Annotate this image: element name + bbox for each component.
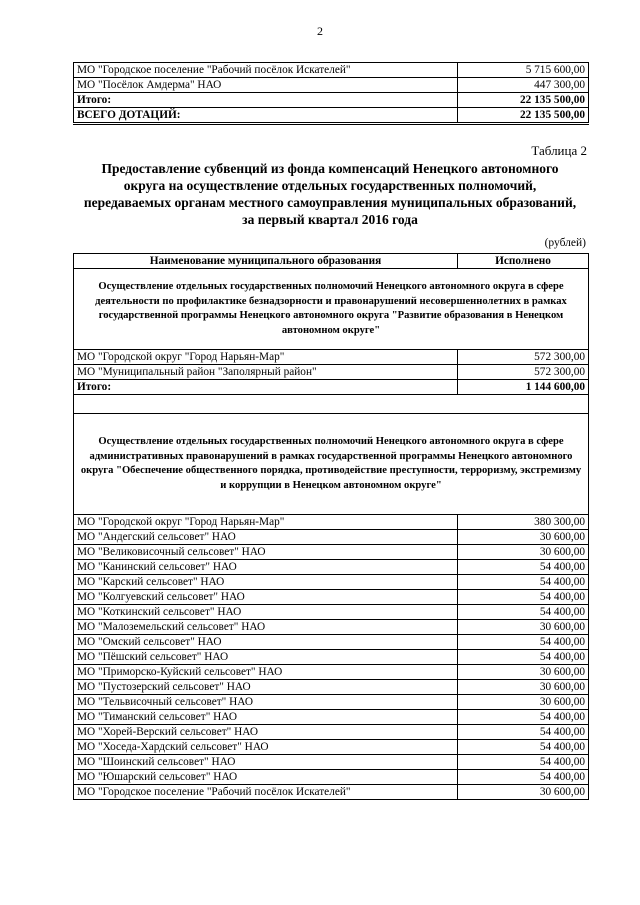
municipality-name: МО "Тиманский сельсовет" НАО xyxy=(74,710,458,725)
municipality-name: МО "Малоземельский сельсовет" НАО xyxy=(74,620,458,635)
amount-value: 54 400,00 xyxy=(458,560,589,575)
amount-value: 54 400,00 xyxy=(458,755,589,770)
table-row xyxy=(74,665,589,680)
table-row xyxy=(74,605,589,620)
municipality-name: Итого: xyxy=(74,93,458,108)
amount-value: 5 715 600,00 xyxy=(458,63,589,78)
amount-value: 54 400,00 xyxy=(458,725,589,740)
table-row xyxy=(74,530,589,545)
spacer-row xyxy=(74,395,589,414)
amount-value: 30 600,00 xyxy=(458,545,589,560)
municipality-name: МО "Приморско-Куйский сельсовет" НАО xyxy=(74,665,458,680)
table-row xyxy=(74,63,589,78)
municipality-name: МО "Юшарский сельсовет" НАО xyxy=(74,770,458,785)
total-row xyxy=(74,93,589,108)
municipality-name: МО "Канинский сельсовет" НАО xyxy=(74,560,458,575)
municipality-name: МО "Городской округ "Город Нарьян-Мар" xyxy=(74,515,458,530)
municipality-name: МО "Омский сельсовет" НАО xyxy=(74,635,458,650)
amount-value: 54 400,00 xyxy=(458,710,589,725)
table-row xyxy=(74,78,589,93)
total-value: 1 144 600,00 xyxy=(458,380,589,395)
table-row xyxy=(74,515,589,530)
municipality-name: МО "Пустозерский сельсовет" НАО xyxy=(74,680,458,695)
header-executed: Исполнено xyxy=(458,254,589,269)
amount-value: 30 600,00 xyxy=(458,785,589,800)
table-row xyxy=(74,725,589,740)
total-label: Итого: xyxy=(74,380,458,395)
table-row xyxy=(74,350,589,365)
amount-value: 30 600,00 xyxy=(458,620,589,635)
municipality-name: МО "Великовисочный сельсовет" НАО xyxy=(74,545,458,560)
units-label: (рублей) xyxy=(544,237,586,249)
municipality-name: МО "Колгуевский сельсовет" НАО xyxy=(74,590,458,605)
table-row xyxy=(74,770,589,785)
table-row xyxy=(74,635,589,650)
dotations-summary-body xyxy=(74,63,589,124)
table-row xyxy=(74,680,589,695)
header-municipality: Наименование муниципального образования xyxy=(74,254,458,269)
total-row xyxy=(74,380,589,395)
municipality-name: МО "Коткинский сельсовет" НАО xyxy=(74,605,458,620)
table-row xyxy=(74,620,589,635)
table-header-row xyxy=(74,254,589,269)
municipality-name: МО "Хорей-Верский сельсовет" НАО xyxy=(74,725,458,740)
table-number: Таблица 2 xyxy=(531,143,587,158)
subventions-table xyxy=(73,253,589,800)
table-row xyxy=(74,695,589,710)
amount-value: 22 135 500,00 xyxy=(458,93,589,108)
municipality-name: МО "Посёлок Амдерма" НАО xyxy=(74,78,458,93)
table-row xyxy=(74,650,589,665)
table-caption: Предоставление субвенций из фонда компенсаций Ненецкого автономного округа на осуществление отдельных государственных полномочий, передаваемых органам местного самоуправления муниципальных образований, за первый квартал 2016 года xyxy=(83,161,577,227)
amount-value: 30 600,00 xyxy=(458,680,589,695)
table-row xyxy=(74,365,589,380)
municipality-name: МО "Хоседа-Хардский сельсовет" НАО xyxy=(74,740,458,755)
municipality-name: МО "Тельвисочный сельсовет" НАО xyxy=(74,695,458,710)
amount-value: 30 600,00 xyxy=(458,665,589,680)
amount-value: 54 400,00 xyxy=(458,740,589,755)
table-row xyxy=(74,545,589,560)
municipality-name: МО "Пёшский сельсовет" НАО xyxy=(74,650,458,665)
section-title-row xyxy=(74,269,589,350)
table-row xyxy=(74,710,589,725)
subventions-body xyxy=(74,269,589,800)
amount-value: 54 400,00 xyxy=(458,635,589,650)
amount-value: 572 300,00 xyxy=(458,350,589,365)
table-row xyxy=(74,740,589,755)
amount-value: 54 400,00 xyxy=(458,575,589,590)
table-row xyxy=(74,755,589,770)
amount-value: 22 135 500,00 xyxy=(458,108,589,124)
total-row xyxy=(74,108,589,124)
municipality-name: МО "Городское поселение "Рабочий посёлок Искателей" xyxy=(74,63,458,78)
section-title: Осуществление отдельных государственных полномочий Ненецкого автономного округа в сфере деятельности по профилактике безнадзорности и правонарушений несовершеннолетних в рамках государственной программы Ненецкого автономного округа "Развитие образования в Ненецком автономном округе" xyxy=(74,269,589,350)
section-title: Осуществление отдельных государственных полномочий Ненецкого автономного округа в сфере административных правонарушений в рамках государственной программы Ненецкого автономного округа "Обеспечение общественного порядка, противодействие преступности, терроризму, экстремизму и коррупции в Ненецком автономном округе" xyxy=(74,414,589,515)
municipality-name: МО "Андегский сельсовет" НАО xyxy=(74,530,458,545)
table-row xyxy=(74,590,589,605)
amount-value: 447 300,00 xyxy=(458,78,589,93)
amount-value: 380 300,00 xyxy=(458,515,589,530)
municipality-name: МО "Шоинский сельсовет" НАО xyxy=(74,755,458,770)
amount-value: 30 600,00 xyxy=(458,695,589,710)
amount-value: 572 300,00 xyxy=(458,365,589,380)
amount-value: 54 400,00 xyxy=(458,590,589,605)
municipality-name: МО "Муниципальный район "Заполярный район" xyxy=(74,365,458,380)
dotations-summary-table xyxy=(73,62,589,125)
municipality-name: МО "Городской округ "Город Нарьян-Мар" xyxy=(74,350,458,365)
amount-value: 30 600,00 xyxy=(458,530,589,545)
table-row xyxy=(74,560,589,575)
table-row xyxy=(74,575,589,590)
amount-value: 54 400,00 xyxy=(458,605,589,620)
section-title-row xyxy=(74,414,589,515)
amount-value: 54 400,00 xyxy=(458,650,589,665)
table-row xyxy=(74,785,589,800)
page-number: 2 xyxy=(317,24,323,38)
municipality-name: МО "Городское поселение "Рабочий посёлок Искателей" xyxy=(74,785,458,800)
municipality-name: ВСЕГО ДОТАЦИЙ: xyxy=(74,108,458,124)
municipality-name: МО "Карский сельсовет" НАО xyxy=(74,575,458,590)
amount-value: 54 400,00 xyxy=(458,770,589,785)
spacer-cell xyxy=(74,395,589,414)
